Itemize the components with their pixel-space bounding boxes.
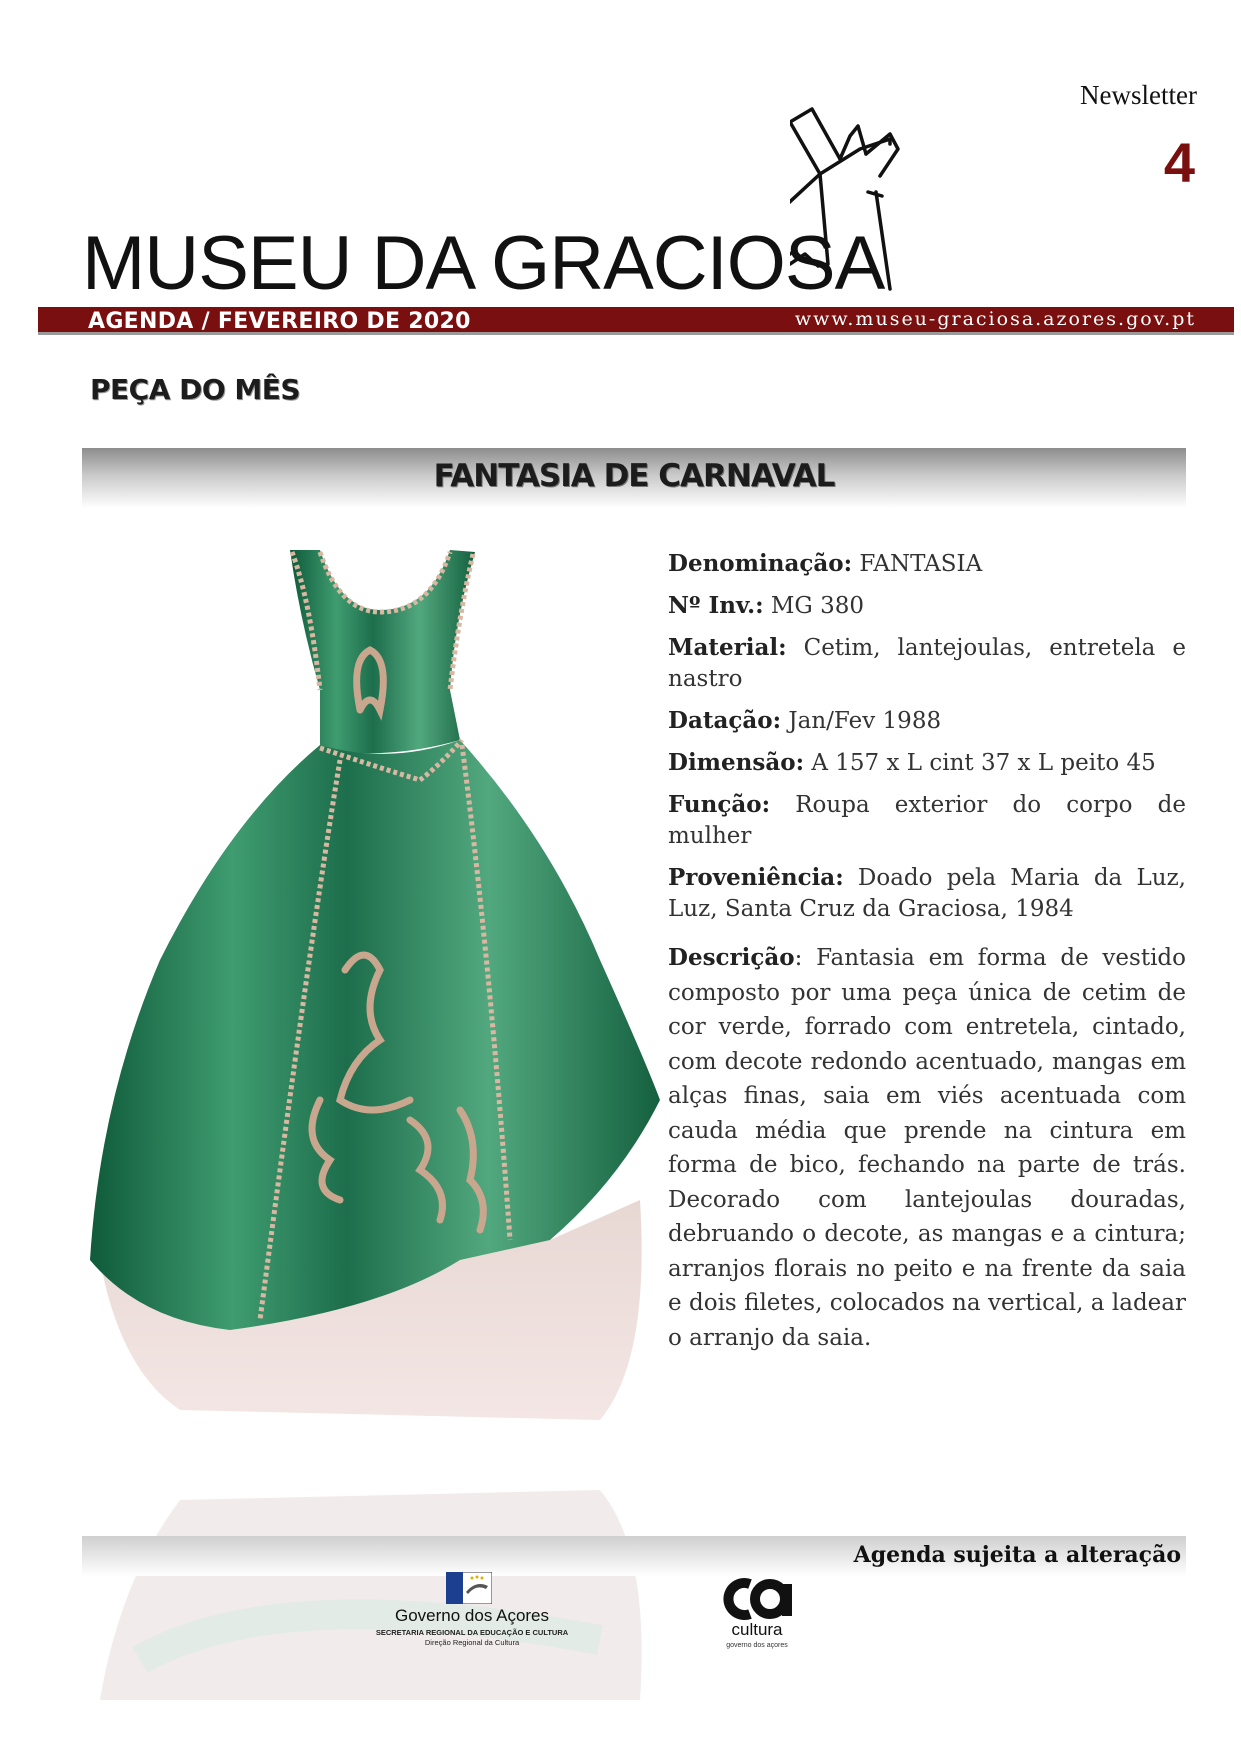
- gov-name: Governo dos Açores: [394, 1606, 550, 1625]
- agenda-date: AGENDA / FEVEREIRO DE 2020: [88, 309, 471, 334]
- issue-number: 4: [1163, 131, 1195, 194]
- detail-label: Datação:: [668, 707, 782, 734]
- detail-value: Doado pela Maria da Luz, Luz, Santa Cruz da Graciosa, 1984: [668, 865, 1186, 922]
- detail-datacao: [668, 705, 1186, 737]
- newsletter-label: Newsletter: [1080, 80, 1197, 110]
- detail-denominacao: [668, 548, 1186, 580]
- agenda-bar: [38, 307, 1234, 335]
- detail-inventario: [668, 590, 1186, 622]
- cultura-word: cultura: [731, 1620, 783, 1639]
- governo-acores-logo: [352, 1572, 592, 1652]
- detail-descricao: [668, 941, 1186, 1355]
- detail-value: Roupa exterior do corpo de mulher: [668, 792, 1186, 849]
- cultura-logo: [712, 1576, 802, 1656]
- detail-value: Jan/Fev 1988: [781, 708, 942, 734]
- dress-photo: [80, 540, 660, 1430]
- detail-label: Proveniência:: [668, 864, 844, 891]
- detail-label: Dimensão:: [668, 749, 805, 776]
- detail-value: MG 380: [763, 593, 865, 619]
- azores-flag-icon: [446, 1572, 492, 1604]
- detail-label: Nº Inv.:: [668, 592, 764, 619]
- detail-label: Material:: [668, 634, 787, 661]
- detail-label: Função:: [668, 791, 771, 818]
- cultura-subtitle: governo dos açores: [726, 1642, 788, 1649]
- detail-proveniencia: [668, 862, 1186, 925]
- gov-direction: Direção Regional da Cultura: [424, 1638, 520, 1647]
- detail-label: Denominação:: [668, 550, 853, 577]
- gov-secretariat: SECRETARIA REGIONAL DA EDUCAÇÃO E CULTURA: [375, 1628, 569, 1637]
- piece-details: [668, 548, 1186, 1355]
- windmill-logo-icon: [790, 104, 1010, 304]
- museum-title: MUSEU DA GRACIOSA: [82, 221, 885, 306]
- detail-funcao: [668, 789, 1186, 852]
- piece-banner: [82, 448, 1186, 508]
- detail-value: : Fantasia em forma de vestido composto por uma peça única de cetim de cor verde, forrado com entretela, cintado, com decote redondo acentuado, mangas em alças finas, saia em viés acentuada com cauda média que prende na cintura em forma de bico, fechando na parte de trás. Decorado com lantejoulas douradas, debruando o decote, as mangas e a cintura; arranjos florais no peito e na frente da saia e dois filetes, colocados na vertical, a ladear o arranjo da saia.: [668, 945, 1186, 1351]
- section-heading: PEÇA DO MÊS: [90, 373, 301, 406]
- detail-value: Cetim, lantejoulas, entretela e nastro: [668, 635, 1186, 692]
- detail-dimensao: [668, 747, 1186, 779]
- detail-label: Descrição: [668, 944, 795, 971]
- piece-title: FANTASIA DE CARNAVAL: [433, 458, 835, 494]
- detail-material: [668, 632, 1186, 695]
- detail-value: FANTASIA: [852, 551, 983, 577]
- detail-value: A 157 x L cint 37 x L peito 45: [804, 750, 1156, 776]
- footer-note: Agenda sujeita a alteração: [853, 1542, 1181, 1568]
- website-link[interactable]: www.museu-graciosa.azores.gov.pt: [794, 308, 1196, 330]
- cultura-mark-icon: [720, 1576, 794, 1622]
